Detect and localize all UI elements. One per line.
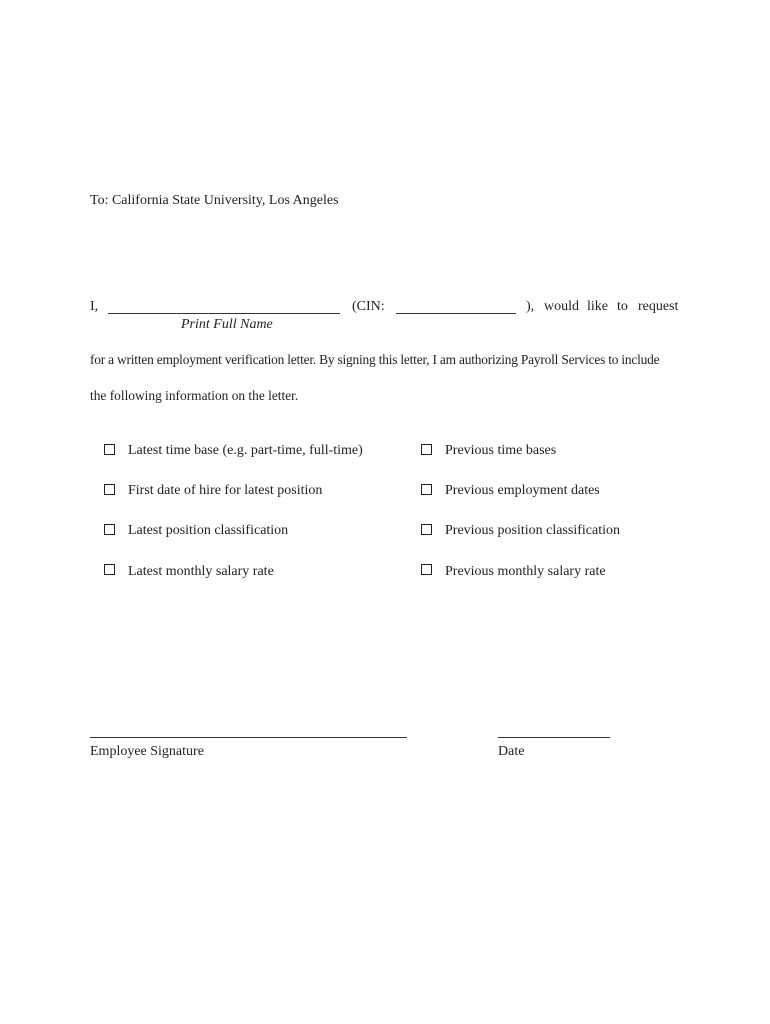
option-label: Previous monthly salary rate	[445, 564, 606, 579]
request-word: request	[638, 299, 679, 314]
checkbox-previous-monthly-salary[interactable]	[421, 564, 432, 575]
name-caption: Print Full Name	[181, 317, 273, 332]
option-label: Latest position classification	[128, 523, 289, 538]
checkbox-previous-position-classification[interactable]	[421, 524, 432, 535]
employee-signature-field[interactable]	[90, 737, 407, 738]
checkbox-previous-employment-dates[interactable]	[421, 484, 432, 495]
option-label: First date of hire for latest position	[128, 483, 323, 498]
cin-field[interactable]	[396, 313, 516, 314]
option-label: Previous employment dates	[445, 483, 600, 498]
checkbox-previous-time-bases[interactable]	[421, 444, 432, 455]
date-field[interactable]	[498, 737, 610, 738]
body-line-1: for a written employment verification letter. By signing this letter, I am authorizing Payroll Services to include	[90, 352, 660, 367]
request-word: to	[617, 299, 628, 314]
body-line-2: the following information on the letter.	[90, 388, 299, 403]
option-label: Latest monthly salary rate	[128, 564, 274, 579]
recipient-line: To: California State University, Los Angeles	[90, 193, 339, 208]
employee-signature-label: Employee Signature	[90, 744, 204, 759]
cin-close-label: ),	[526, 299, 535, 314]
option-label: Previous position classification	[445, 523, 620, 538]
option-label: Latest time base (e.g. part-time, full-time)	[128, 443, 363, 458]
option-label: Previous time bases	[445, 443, 557, 458]
request-word: would	[544, 299, 579, 314]
request-word: like	[587, 299, 608, 314]
cin-open-label: (CIN:	[352, 299, 385, 314]
full-name-field[interactable]	[108, 313, 340, 314]
date-label: Date	[498, 744, 525, 759]
checkbox-latest-position-classification[interactable]	[104, 524, 115, 535]
checkbox-latest-time-base[interactable]	[104, 444, 115, 455]
checkbox-latest-monthly-salary[interactable]	[104, 564, 115, 575]
name-prefix: I,	[90, 299, 99, 314]
checkbox-first-date-of-hire[interactable]	[104, 484, 115, 495]
